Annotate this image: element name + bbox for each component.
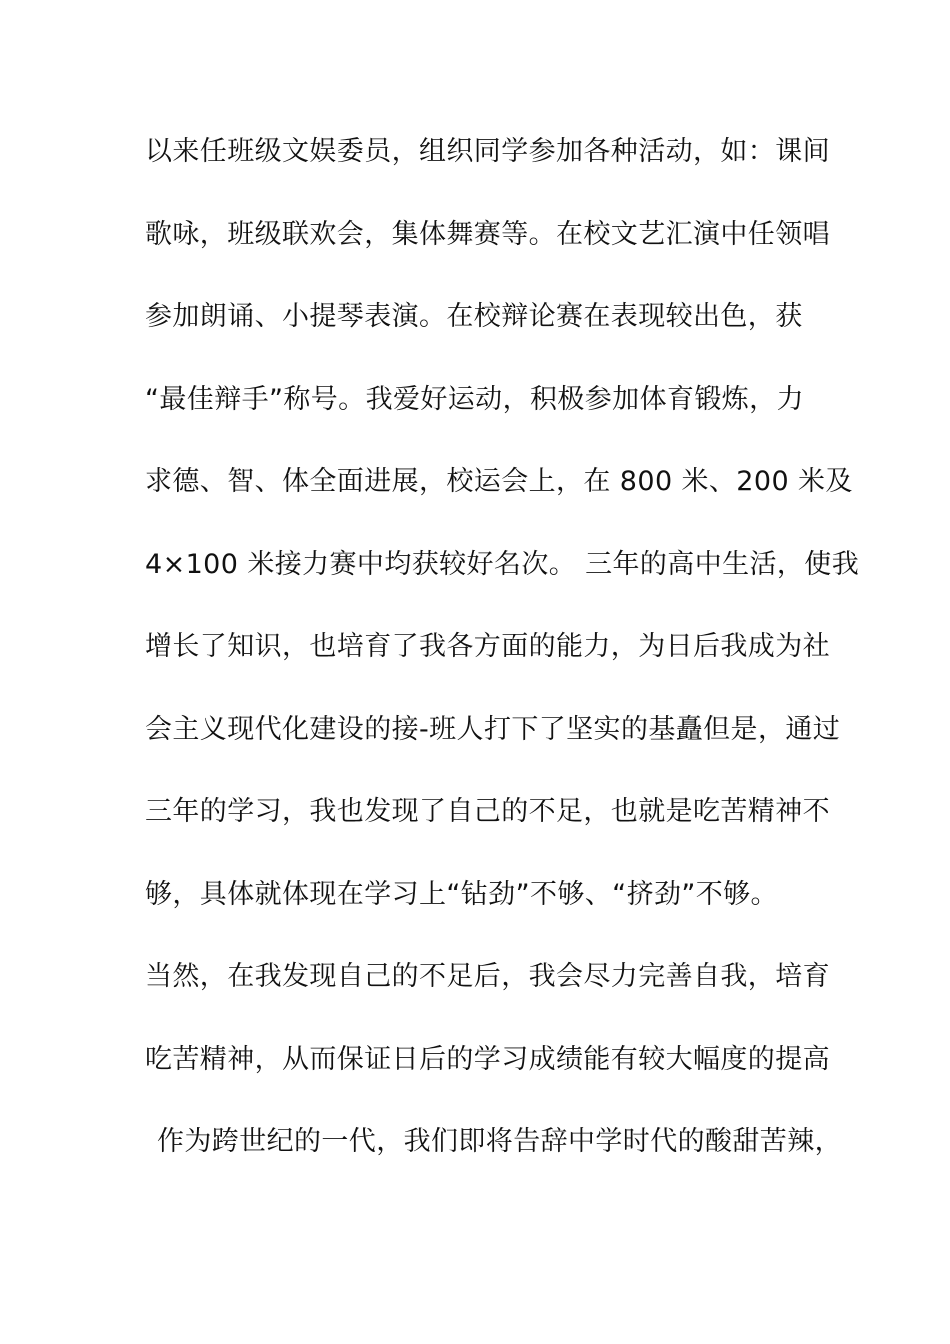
text-line: 吃苦精神，从而保证日后的学习成绩能有较大幅度的提高: [145, 1043, 830, 1075]
text-line: 作为跨世纪的一代，我们即将告辞中学时代的酸甜苦辣，: [157, 1126, 842, 1157]
text-line: 够，具体就体现在学习上“钻劲”不够、“挤劲”不够。: [145, 878, 778, 910]
text-line: 以来任班级文娱委员，组织同学参加各种活动，如：课间: [145, 136, 830, 167]
text-line: 当然，在我发现自己的不足后，我会尽力完善自我，培育: [145, 961, 830, 992]
text-line: 增长了知识，也培育了我各方面的能力，为日后我成为社: [145, 631, 830, 662]
text-line: 三年的学习，我也发现了自己的不足，也就是吃苦精神不: [145, 796, 830, 827]
text-line: 歌咏，班级联欢会，集体舞赛等。在校文艺汇演中任领唱: [145, 218, 830, 250]
body-text: [145, 128, 860, 1201]
text-line: 4×100 米接力赛中均获较好名次。 三年的高中生活，使我: [145, 548, 860, 580]
text-line: “最佳辩手”称号。我爱好运动，积极参加体育锻炼，力: [145, 383, 804, 415]
text-line: 参加朗诵、小提琴表演。在校辩论赛在表现较出色，获: [145, 301, 803, 332]
text-line: 会主义现代化建设的接-班人打下了坚实的基矗但是，通过: [145, 713, 841, 745]
text-line: 求德、智、体全面进展，校运会上，在 800 米、200 米及: [145, 466, 853, 497]
